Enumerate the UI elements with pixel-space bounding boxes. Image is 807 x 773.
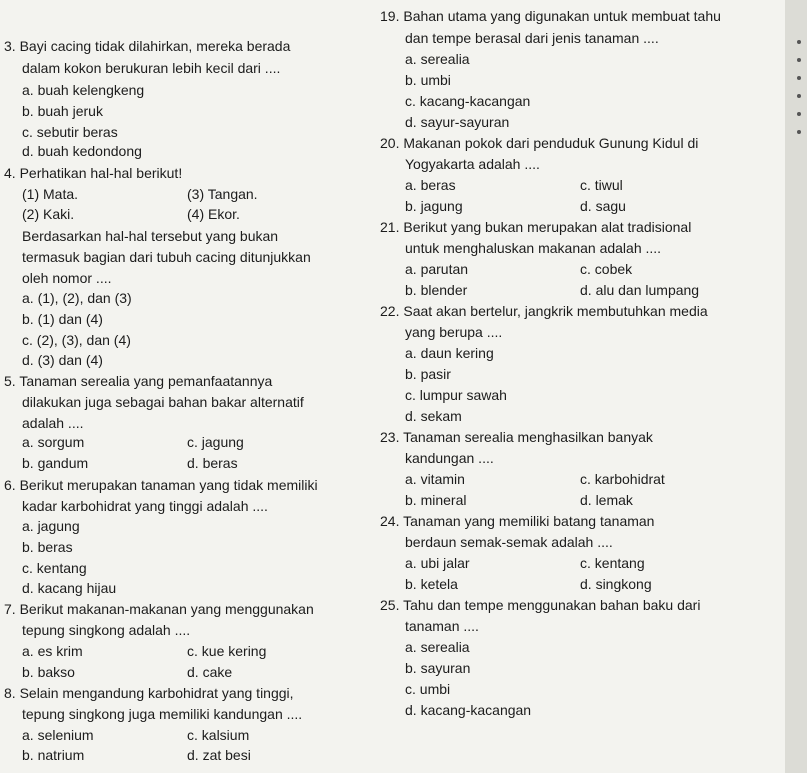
left-text-line: d. cake bbox=[187, 664, 233, 680]
right-text-line: 19. Bahan utama yang digunakan untuk membuat tahu bbox=[380, 8, 721, 24]
right-text-line: d. sekam bbox=[405, 408, 462, 424]
right-text-line: dan tempe berasal dari jenis tanaman .... bbox=[405, 30, 659, 46]
left-text-line: c. jagung bbox=[187, 434, 244, 450]
right-text-line: b. mineral bbox=[405, 492, 467, 508]
margin-mark bbox=[797, 94, 801, 98]
right-text-line: b. ketela bbox=[405, 576, 458, 592]
margin-mark bbox=[797, 58, 801, 62]
right-text-line: d. sayur-sayuran bbox=[405, 114, 510, 130]
right-text-line: b. pasir bbox=[405, 366, 451, 382]
left-text-line: d. kacang hijau bbox=[22, 580, 117, 596]
left-text-line: b. (1) dan (4) bbox=[22, 311, 103, 327]
left-text-line: c. (2), (3), dan (4) bbox=[22, 332, 131, 348]
left-text-line: d. buah kedondong bbox=[22, 143, 142, 159]
left-text-line: a. es krim bbox=[22, 643, 83, 659]
left-text-line: tepung singkong adalah .... bbox=[22, 622, 191, 638]
right-text-line: d. alu dan lumpang bbox=[580, 282, 700, 298]
margin-mark bbox=[797, 76, 801, 80]
left-text-line: (1) Mata. bbox=[22, 186, 79, 202]
left-text-line: 4. Perhatikan hal-hal berikut! bbox=[4, 165, 183, 181]
right-text-line: tanaman .... bbox=[405, 618, 479, 634]
left-text-line: termasuk bagian dari tubuh cacing ditunjukkan bbox=[22, 249, 311, 265]
right-text-line: c. karbohidrat bbox=[580, 471, 665, 487]
right-text-line: b. umbi bbox=[405, 72, 451, 88]
right-text-line: berdaun semak-semak adalah .... bbox=[405, 534, 613, 550]
left-text-line: d. (3) dan (4) bbox=[22, 352, 103, 368]
right-text-line: b. sayuran bbox=[405, 660, 471, 676]
left-text-line: b. buah jeruk bbox=[22, 103, 103, 119]
margin-mark bbox=[797, 40, 801, 44]
left-text-line: a. selenium bbox=[22, 727, 94, 743]
right-text-line: d. lemak bbox=[580, 492, 633, 508]
left-text-line: c. kue kering bbox=[187, 643, 267, 659]
right-text-line: d. sagu bbox=[580, 198, 626, 214]
left-text-line: (3) Tangan. bbox=[187, 186, 258, 202]
left-text-line: b. natrium bbox=[22, 747, 85, 763]
right-text-line: d. singkong bbox=[580, 576, 652, 592]
left-text-line: (4) Ekor. bbox=[187, 206, 240, 222]
left-text-line: adalah .... bbox=[22, 415, 84, 431]
right-text-line: b. blender bbox=[405, 282, 468, 298]
left-text-line: 3. Bayi cacing tidak dilahirkan, mereka berada bbox=[4, 38, 291, 54]
left-text-line: 6. Berikut merupakan tanaman yang tidak memiliki bbox=[4, 477, 318, 493]
right-text-line: a. parutan bbox=[405, 261, 469, 277]
right-text-line: a. daun kering bbox=[405, 345, 494, 361]
page-edge-shadow bbox=[785, 0, 807, 773]
left-text-line: c. kalsium bbox=[187, 727, 250, 743]
left-text-line: b. beras bbox=[22, 539, 73, 555]
left-text-line: d. beras bbox=[187, 455, 238, 471]
margin-mark bbox=[797, 112, 801, 116]
right-text-line: a. serealia bbox=[405, 51, 470, 67]
right-text-line: kandungan .... bbox=[405, 450, 494, 466]
left-text-line: 8. Selain mengandung karbohidrat yang tinggi, bbox=[4, 685, 294, 701]
right-text-line: c. cobek bbox=[580, 261, 633, 277]
left-text-line: dilakukan juga sebagai bahan bakar alternatif bbox=[22, 394, 304, 410]
left-text-line: Berdasarkan hal-hal tersebut yang bukan bbox=[22, 228, 279, 244]
left-text-line: b. bakso bbox=[22, 664, 75, 680]
left-text-line: c. sebutir beras bbox=[22, 124, 118, 140]
left-text-line: kadar karbohidrat yang tinggi adalah .... bbox=[22, 498, 268, 514]
left-text-line: a. (1), (2), dan (3) bbox=[22, 290, 132, 306]
right-text-line: a. beras bbox=[405, 177, 456, 193]
left-text-line: b. gandum bbox=[22, 455, 89, 471]
right-text-line: c. tiwul bbox=[580, 177, 623, 193]
right-text-line: c. umbi bbox=[405, 681, 451, 697]
right-text-line: c. kentang bbox=[580, 555, 645, 571]
margin-mark bbox=[797, 130, 801, 134]
right-text-line: c. kacang-kacangan bbox=[405, 93, 531, 109]
right-text-line: a. ubi jalar bbox=[405, 555, 470, 571]
left-text-line: d. zat besi bbox=[187, 747, 251, 763]
right-text-line: c. lumpur sawah bbox=[405, 387, 507, 403]
right-text-line: 25. Tahu dan tempe menggunakan bahan baku dari bbox=[380, 597, 701, 613]
right-text-line: untuk menghaluskan makanan adalah .... bbox=[405, 240, 662, 256]
right-text-line: 20. Makanan pokok dari penduduk Gunung Kidul di bbox=[380, 135, 699, 151]
left-text-line: c. kentang bbox=[22, 560, 87, 576]
right-text-line: 22. Saat akan bertelur, jangkrik membutuhkan media bbox=[380, 303, 708, 319]
right-text-line: 21. Berikut yang bukan merupakan alat tradisional bbox=[380, 219, 692, 235]
right-text-line: b. jagung bbox=[405, 198, 463, 214]
right-text-line: Yogyakarta adalah .... bbox=[405, 156, 540, 172]
left-text-line: tepung singkong juga memiliki kandungan .... bbox=[22, 706, 303, 722]
right-text-line: yang berupa .... bbox=[405, 324, 503, 340]
right-text-line: a. serealia bbox=[405, 639, 470, 655]
left-text-line: 5. Tanaman serealia yang pemanfaatannya bbox=[4, 373, 273, 389]
left-text-line: 7. Berikut makanan-makanan yang menggunakan bbox=[4, 601, 314, 617]
right-text-line: a. vitamin bbox=[405, 471, 465, 487]
left-text-line: (2) Kaki. bbox=[22, 206, 75, 222]
left-text-line: dalam kokon berukuran lebih kecil dari .... bbox=[22, 60, 281, 76]
right-text-line: 24. Tanaman yang memiliki batang tanaman bbox=[380, 513, 655, 529]
left-text-line: a. buah kelengkeng bbox=[22, 82, 145, 98]
left-text-line: a. sorgum bbox=[22, 434, 85, 450]
right-text-line: 23. Tanaman serealia menghasilkan banyak bbox=[380, 429, 653, 445]
right-text-line: d. kacang-kacangan bbox=[405, 702, 532, 718]
left-text-line: oleh nomor .... bbox=[22, 270, 112, 286]
left-text-line: a. jagung bbox=[22, 518, 80, 534]
